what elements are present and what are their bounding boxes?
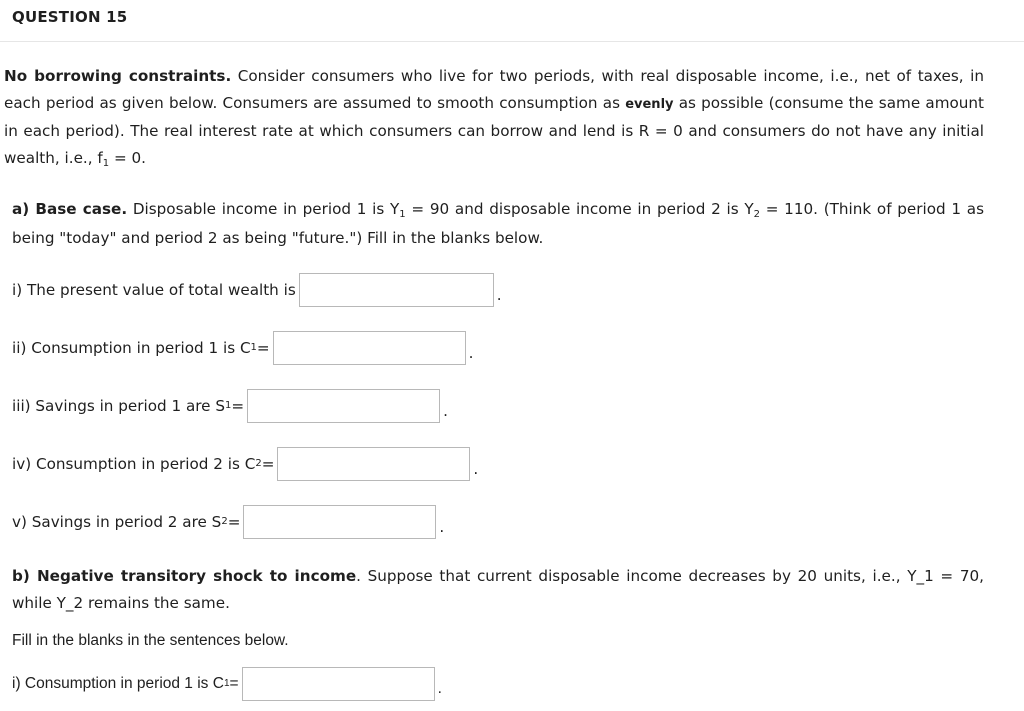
part-b-instruction: Fill in the blanks in the sentences below. bbox=[12, 632, 289, 649]
period-mark: . bbox=[473, 460, 479, 478]
item-label: iii) Savings in period 1 are S bbox=[12, 397, 225, 415]
intro-text-3: = 0. bbox=[109, 148, 146, 167]
savings-period-2-input[interactable] bbox=[243, 505, 436, 539]
period-mark: . bbox=[468, 344, 474, 362]
question-title: QUESTION 15 bbox=[12, 8, 128, 26]
part-a-item-2: ii) Consumption in period 1 is C 1 = . bbox=[12, 330, 473, 366]
item-eq: = bbox=[256, 339, 270, 357]
part-a-y1-sub: 1 bbox=[399, 209, 406, 220]
item-eq: = bbox=[227, 513, 241, 531]
consumption-period-1-input[interactable] bbox=[273, 331, 466, 365]
item-label: v) Savings in period 2 are S bbox=[12, 513, 222, 531]
item-eq: = bbox=[231, 397, 245, 415]
consumption-period-2-input[interactable] bbox=[277, 447, 470, 481]
part-a-item-3: iii) Savings in period 1 are S 1 = . bbox=[12, 388, 448, 424]
part-a-paragraph bbox=[12, 195, 984, 253]
part-a-y2-sub: 2 bbox=[753, 209, 760, 220]
intro-text-2: as possible (consume the same amount in each period). The real interest rate at which consumers can borrow and lend is R = 0 and consumers do not have any initial wealth, i.e., f bbox=[4, 93, 984, 167]
period-mark: . bbox=[439, 518, 445, 536]
part-b-paragraph bbox=[12, 563, 984, 617]
divider bbox=[0, 41, 1024, 42]
part-a-text-2: = 90 and disposable income in period 2 is Y bbox=[405, 200, 754, 218]
item-eq: = bbox=[229, 675, 239, 692]
part-a-text-1: Disposable income in period 1 is Y bbox=[127, 200, 400, 218]
intro-text-1: Consider consumers who live for two periods, with real disposable income, i.e., net of taxes, in each period as given below. Consumers are assumed to smooth consumption as bbox=[4, 67, 984, 112]
item-label: i) Consumption in period 1 is C bbox=[12, 675, 224, 692]
shock-consumption-period-1-input[interactable] bbox=[242, 667, 435, 701]
item-label: iv) Consumption in period 2 is C bbox=[12, 455, 256, 473]
part-b-heading: b) Negative transitory shock to income bbox=[12, 567, 357, 585]
part-a-item-1 bbox=[12, 272, 502, 308]
intro-f-sub: 1 bbox=[102, 157, 110, 169]
period-mark: . bbox=[437, 680, 442, 697]
period-mark: . bbox=[496, 286, 502, 304]
part-b-text-1: . Suppose that current disposable income decreases by 20 units, i.e., Y_1 = 70, while Y_2 remains the same. bbox=[12, 567, 984, 612]
intro-heading: No borrowing constraints. bbox=[4, 67, 232, 85]
intro-paragraph bbox=[4, 63, 984, 171]
savings-period-1-input[interactable] bbox=[247, 389, 440, 423]
part-a-text-3: = 110. (Think of period 1 as being "today" and period 2 as being "future.") Fill in the blanks below. bbox=[12, 200, 984, 247]
item-label: i) The present value of total wealth is bbox=[12, 281, 296, 299]
intro-evenly: evenly bbox=[625, 96, 674, 112]
part-b-item-1: i) Consumption in period 1 is C 1 = . bbox=[12, 666, 442, 702]
present-value-input[interactable] bbox=[299, 273, 494, 307]
part-a-heading: a) Base case. bbox=[12, 200, 128, 218]
part-a-item-4: iv) Consumption in period 2 is C 2 = . bbox=[12, 446, 478, 482]
item-label: ii) Consumption in period 1 is C bbox=[12, 339, 251, 357]
part-a-item-5: v) Savings in period 2 are S 2 = . bbox=[12, 504, 444, 540]
period-mark: . bbox=[443, 402, 448, 420]
item-eq: = bbox=[261, 455, 275, 473]
